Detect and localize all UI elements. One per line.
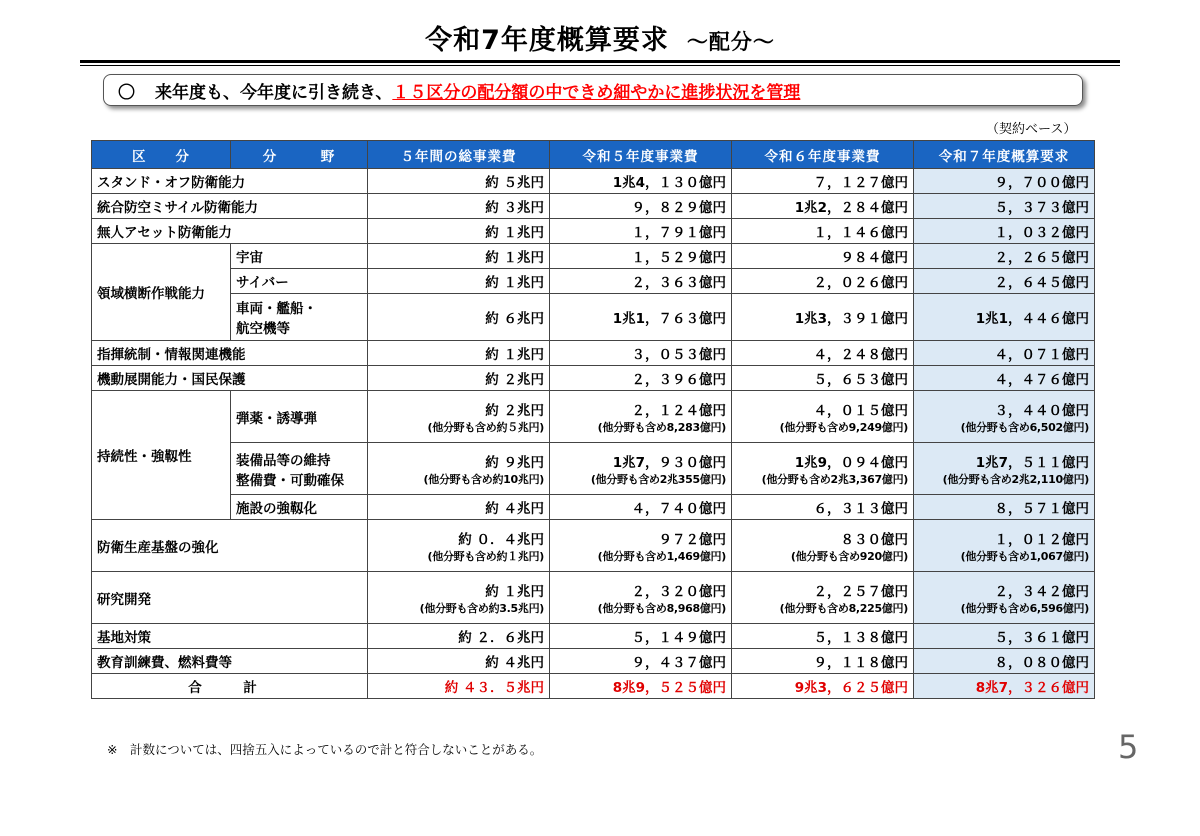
row-label: 基地対策 [92, 624, 368, 649]
cell-main: ３，４４０億円 [994, 402, 1089, 419]
cell-total: 約 １兆円 [368, 341, 550, 366]
row-label: 無人アセット防衛能力 [92, 219, 368, 244]
row-label: 指揮統制・情報関連機能 [92, 341, 368, 366]
cell-main: ９７２億円 [658, 531, 726, 548]
summary-highlight: １５区分の配分額の中できめ細やかに進捗状況を管理 [392, 82, 801, 103]
cell-total: 約 ２．６兆円 [368, 624, 550, 649]
cell-r7: ２，６４５億円 [914, 269, 1095, 294]
cell-r7: ９，７００億円 [914, 169, 1095, 194]
cell-r6: １，１４６億円 [732, 219, 914, 244]
budget-table [91, 140, 1095, 699]
cell-main: ２，３４２億円 [994, 583, 1089, 600]
header-category: 区 分 [92, 141, 231, 169]
table-row [92, 391, 1095, 443]
table-row [92, 495, 1095, 520]
cell-r5: 1兆4，１３０億円 [550, 169, 732, 194]
header-r6: 令和６年度事業費 [732, 141, 914, 169]
cell-r7 [914, 443, 1095, 495]
cell-total [368, 443, 550, 495]
cell-main: ２，１２４億円 [631, 402, 726, 419]
header-five-year-total: ５年間の総事業費 [368, 141, 550, 169]
cell-note: (他分野も含め約５兆円) [427, 420, 544, 434]
cell-main: 約 １兆円 [485, 583, 544, 600]
cell-r7: ８，０８０億円 [914, 649, 1095, 674]
cell-total: 約 １兆円 [368, 244, 550, 269]
cell-note: (他分野も含め2兆2,110億円) [942, 472, 1089, 486]
cell-total: 約 ４兆円 [368, 649, 550, 674]
page-title [0, 18, 1200, 57]
cell-r7: ５，３７３億円 [914, 194, 1095, 219]
summary-prefix: 来年度も、今年度に引き続き、 [155, 82, 393, 103]
table-row [92, 194, 1095, 219]
cell-note: (他分野も含め約10兆円) [423, 472, 544, 486]
cell-main: 1兆7，５１１億円 [975, 454, 1089, 471]
cell-r7: １，０３２億円 [914, 219, 1095, 244]
cell-total: 約 １兆円 [368, 219, 550, 244]
cell-r6: ９８４億円 [732, 244, 914, 269]
cell-note: (他分野も含め1,067億円) [960, 549, 1089, 563]
sub-label: 弾薬・誘導弾 [231, 391, 368, 443]
header-field: 分 野 [231, 141, 368, 169]
cell-r5: １，５２９億円 [550, 244, 732, 269]
cell-main: 約 ２兆円 [485, 402, 544, 419]
table-row [92, 169, 1095, 194]
row-label: 教育訓練費、燃料費等 [92, 649, 368, 674]
cell-r5 [550, 572, 732, 624]
cell-r6: ９，１１８億円 [732, 649, 914, 674]
cell-r7: ４，０７１億円 [914, 341, 1095, 366]
group-label: 持続性・強靱性 [92, 391, 231, 520]
row-label: 研究開発 [92, 572, 368, 624]
total-label: 合 計 [92, 674, 368, 699]
sub-label: 宇宙 [231, 244, 368, 269]
cell-r7: ５，３６１億円 [914, 624, 1095, 649]
cell-r6 [732, 572, 914, 624]
cell-r6 [732, 520, 914, 572]
cell-main: １，０１２億円 [994, 531, 1089, 548]
table-header-row [92, 141, 1095, 169]
cell-note: (他分野も含め約１兆円) [427, 549, 544, 563]
header-r5: 令和５年度事業費 [550, 141, 732, 169]
cell-total [368, 520, 550, 572]
cell-total: 約 ６兆円 [368, 294, 550, 341]
sub-label-line2: 整備費・可動確保 [236, 472, 344, 489]
cell-r7 [914, 520, 1095, 572]
cell-r5 [550, 520, 732, 572]
total-five-year: 約 ４３．５兆円 [368, 674, 550, 699]
cell-main: 1兆7，９３０億円 [612, 454, 726, 471]
cell-total: 約 ２兆円 [368, 366, 550, 391]
group-label: 領域横断作戦能力 [92, 244, 231, 341]
cell-r5: ２，３９６億円 [550, 366, 732, 391]
title-main: 令和7年度概算要求 [425, 25, 669, 56]
sub-label-line2: 航空機等 [236, 321, 290, 337]
table-row [92, 341, 1095, 366]
summary-box [103, 74, 1083, 106]
table-row [92, 649, 1095, 674]
footnote: ※ 計数については、四捨五入によっているので計と符合しないことがある。 [107, 742, 543, 757]
cell-note: (他分野も含め2兆355億円) [590, 472, 726, 486]
cell-r6: 1兆3，３９１億円 [732, 294, 914, 341]
cell-r5: ５，１４９億円 [550, 624, 732, 649]
table-row [92, 294, 1095, 341]
cell-r6: ７，１２７億円 [732, 169, 914, 194]
cell-note: (他分野も含め8,968億円) [597, 601, 726, 615]
title-sub: ～配分～ [686, 30, 775, 54]
cell-r6 [732, 443, 914, 495]
table-row [92, 366, 1095, 391]
table-row [92, 572, 1095, 624]
cell-main: 1兆9，０９４億円 [794, 454, 908, 471]
row-label: 防衛生産基盤の強化 [92, 520, 368, 572]
total-r7: 8兆7，３２６億円 [914, 674, 1095, 699]
cell-total [368, 572, 550, 624]
cell-r6: ４，２４８億円 [732, 341, 914, 366]
cell-r7 [914, 391, 1095, 443]
cell-r6: ５，６５３億円 [732, 366, 914, 391]
sub-label: サイバー [231, 269, 368, 294]
cell-r6: ６，３１３億円 [732, 495, 914, 520]
cell-r5 [550, 443, 732, 495]
cell-r6: 1兆2，２８４億円 [732, 194, 914, 219]
cell-total: 約 ５兆円 [368, 169, 550, 194]
sub-label: 施設の強靱化 [231, 495, 368, 520]
cell-note: (他分野も含め920億円) [790, 549, 908, 563]
cell-r5: １，７９１億円 [550, 219, 732, 244]
table-row [92, 269, 1095, 294]
table-row [92, 624, 1095, 649]
cell-main: 約 ９兆円 [485, 454, 544, 471]
page-number: 5 [1118, 728, 1139, 766]
cell-r6 [732, 391, 914, 443]
sub-label [231, 443, 368, 495]
cell-r7 [914, 572, 1095, 624]
cell-total: 約 ３兆円 [368, 194, 550, 219]
total-r6: 9兆3，６２５億円 [732, 674, 914, 699]
table-row [92, 443, 1095, 495]
basis-note: （契約ベース） [986, 122, 1077, 137]
sub-label [231, 294, 368, 341]
bullet-circle-icon: 〇 [118, 82, 135, 103]
cell-main: ４，０１５億円 [813, 402, 908, 419]
cell-r5: ９，８２９億円 [550, 194, 732, 219]
cell-r5: ２，３６３億円 [550, 269, 732, 294]
cell-total: 約 ４兆円 [368, 495, 550, 520]
sub-label-line1: 車両・艦船・ [236, 301, 317, 317]
table-row [92, 520, 1095, 572]
cell-note: (他分野も含め約3.5兆円) [419, 601, 544, 615]
cell-r5: 1兆1，７６３億円 [550, 294, 732, 341]
row-label: 機動展開能力・国民保護 [92, 366, 368, 391]
cell-main: 約 ０．４兆円 [458, 531, 544, 548]
table-row [92, 219, 1095, 244]
cell-note: (他分野も含め6,596億円) [960, 601, 1089, 615]
row-label: スタンド・オフ防衛能力 [92, 169, 368, 194]
cell-r5: ４，７４０億円 [550, 495, 732, 520]
cell-note: (他分野も含め6,502億円) [960, 420, 1089, 434]
total-r5: 8兆9，５２５億円 [550, 674, 732, 699]
cell-r5 [550, 391, 732, 443]
cell-note: (他分野も含め9,249億円) [779, 420, 908, 434]
cell-r7: ８，５７１億円 [914, 495, 1095, 520]
cell-main: ２，３２０億円 [631, 583, 726, 600]
cell-total: 約 １兆円 [368, 269, 550, 294]
cell-r7: 1兆1，４４６億円 [914, 294, 1095, 341]
cell-total [368, 391, 550, 443]
cell-note: (他分野も含め8,283億円) [597, 420, 726, 434]
total-row [92, 674, 1095, 699]
cell-r6: ２，０２６億円 [732, 269, 914, 294]
title-rule-thick [80, 60, 1120, 63]
table-row [92, 244, 1095, 269]
cell-note: (他分野も含め8,225億円) [779, 601, 908, 615]
cell-note: (他分野も含め2兆3,367億円) [761, 472, 908, 486]
cell-r5: ３，０５３億円 [550, 341, 732, 366]
sub-label-line1: 装備品等の維持 [236, 452, 331, 469]
cell-note: (他分野も含め1,469億円) [597, 549, 726, 563]
header-r7: 令和７年度概算要求 [914, 141, 1095, 169]
cell-r7: ４，４７６億円 [914, 366, 1095, 391]
title-rule-thin [80, 65, 1120, 66]
cell-main: ８３０億円 [840, 531, 908, 548]
cell-main: ２，２５７億円 [813, 583, 908, 600]
cell-r7: ２，２６５億円 [914, 244, 1095, 269]
cell-r5: ９，４３７億円 [550, 649, 732, 674]
cell-r6: ５，１３８億円 [732, 624, 914, 649]
row-label: 統合防空ミサイル防衛能力 [92, 194, 368, 219]
